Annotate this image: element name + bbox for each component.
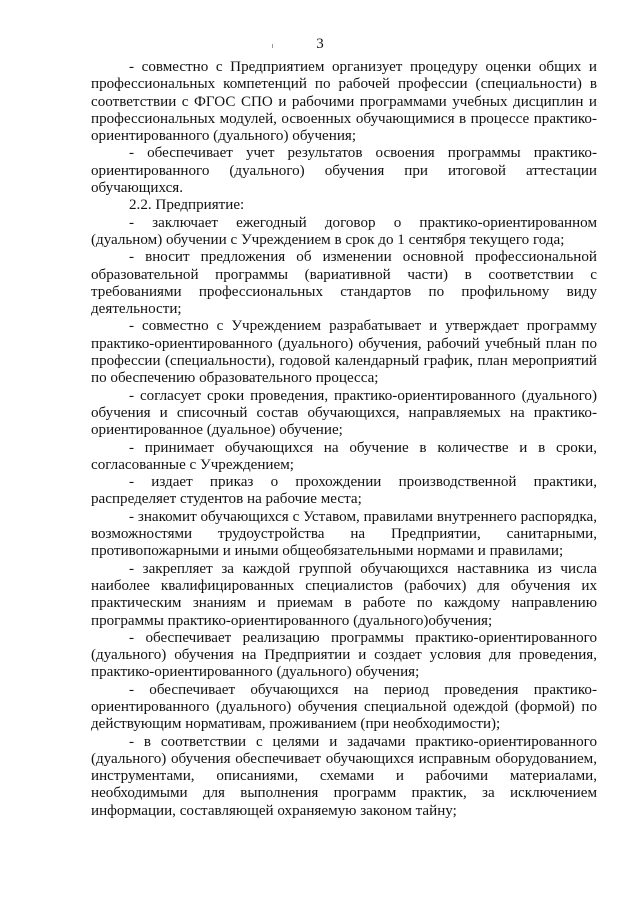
text-line: - вносит предложения об изменении основной профессиональной: [129, 249, 597, 266]
paragraph: [91, 734, 597, 820]
paragraph: [91, 197, 597, 214]
text-line: соответствии с ФГОС СПО и рабочими программами учебных дисциплин и: [91, 93, 597, 110]
text-line: противопожарными и иными общеобязательными нормами и правилами;: [91, 543, 564, 560]
paragraph: [91, 630, 597, 682]
text-line: - закрепляет за каждой группой обучающихся наставника из числа: [129, 560, 597, 577]
text-line: практико-ориентированного (дуального) обучения;: [91, 664, 420, 681]
text-line: образовательной программы (вариативной части) в соответствии с: [91, 266, 597, 283]
paragraph: [91, 561, 597, 630]
text-line: необходимыми для выполнения программ практик, за исключением: [91, 785, 597, 802]
text-line: - обеспечивает реализацию программы практико-ориентированного: [129, 629, 597, 646]
paragraph: [91, 509, 597, 561]
paragraph: [91, 440, 597, 475]
paragraph: [91, 145, 597, 197]
text-line: возможностями трудоустройства на Предприятии, санитарными,: [91, 526, 597, 543]
text-line: согласованные с Учреждением;: [91, 456, 294, 473]
text-line: - совместно с Предприятием организует процедуру оценки общих и: [129, 59, 597, 75]
paragraph: [91, 318, 597, 387]
text-line: ориентированного (дуального) обучения при итоговой аттестации: [91, 162, 597, 179]
document-body: [91, 59, 597, 820]
text-line: (дуальном) обучении с Учреждением в срок до 1 сентября текущего года;: [91, 231, 565, 248]
text-line: информации, составляющей охраняемую законом тайну;: [91, 802, 457, 819]
text-line: наиболее квалифицированных специалистов (рабочих) для обучения их: [91, 577, 597, 594]
text-line: программы практико-ориентированного (дуального)обучения;: [91, 612, 493, 629]
text-line: - знакомит обучающихся с Уставом, правилами внутреннего распорядка,: [129, 508, 597, 525]
paragraph: [91, 249, 597, 318]
text-line: обучающихся.: [91, 180, 183, 197]
text-line: распределяет студентов на рабочие места;: [91, 491, 362, 508]
text-line: - согласует сроки проведения, практико-ориентированного (дуального): [129, 387, 597, 404]
text-line: - совместно с Учреждением разрабатывает и утверждает программу: [129, 318, 597, 335]
text-line: требованиями профессиональных стандартов по профильному виду: [91, 283, 597, 300]
text-line: ориентированное (дуальное) обучение;: [91, 422, 343, 439]
text-line: (дуального) обучения обеспечивает обучающихся исправным оборудованием,: [91, 750, 597, 767]
paragraph: [91, 59, 597, 145]
text-line: профессиональных компетенций по рабочей профессии (специальности) в: [91, 76, 597, 93]
paragraph: [91, 388, 597, 440]
text-line: по обеспечению образовательного процесса;: [91, 370, 379, 387]
scan-mark: [272, 44, 273, 48]
text-line: инструментами, описаниями, схемами и рабочими материалами,: [91, 768, 597, 785]
text-line: практическим знаниям и приемам в работе по каждому направлению: [91, 595, 597, 612]
text-line: 2.2. Предприятие:: [129, 197, 245, 214]
text-line: деятельности;: [91, 301, 182, 318]
paragraph: [91, 215, 597, 250]
text-line: - обеспечивает обучающихся на период проведения практико-: [129, 681, 597, 698]
text-line: профессиональных модулей, освоенных обучающимися в процессе практико-: [91, 110, 597, 127]
text-line: профессии (специальности), годовой календарный график, план мероприятий: [91, 353, 597, 370]
text-line: - принимает обучающихся на обучение в количестве и в сроки,: [129, 439, 597, 456]
text-line: - заключает ежегодный договор о практико-ориентированном: [129, 214, 597, 231]
text-line: действующим нормативам, проживанием (при необходимости);: [91, 716, 501, 733]
text-line: - издает приказ о прохождении производственной практики,: [129, 474, 597, 491]
paragraph: [91, 682, 597, 734]
text-line: ориентированного (дуального) обучения специальной одеждой (формой) по: [91, 698, 597, 715]
paragraph: [91, 474, 597, 509]
text-line: - в соответствии с целями и задачами практико-ориентированного: [129, 733, 597, 750]
text-line: ориентированного (дуального) обучения;: [91, 128, 357, 145]
text-line: (дуального) обучения на Предприятии и создает условия для проведения,: [91, 647, 597, 664]
text-line: - обеспечивает учет результатов освоения программы практико-: [129, 145, 597, 162]
text-line: практико-ориентированного (дуального) обучения, рабочий учебный план по: [91, 335, 597, 352]
page-number: 3: [316, 36, 324, 52]
text-line: обучения и списочный состав обучающихся, направляемых на практико-: [91, 404, 597, 421]
